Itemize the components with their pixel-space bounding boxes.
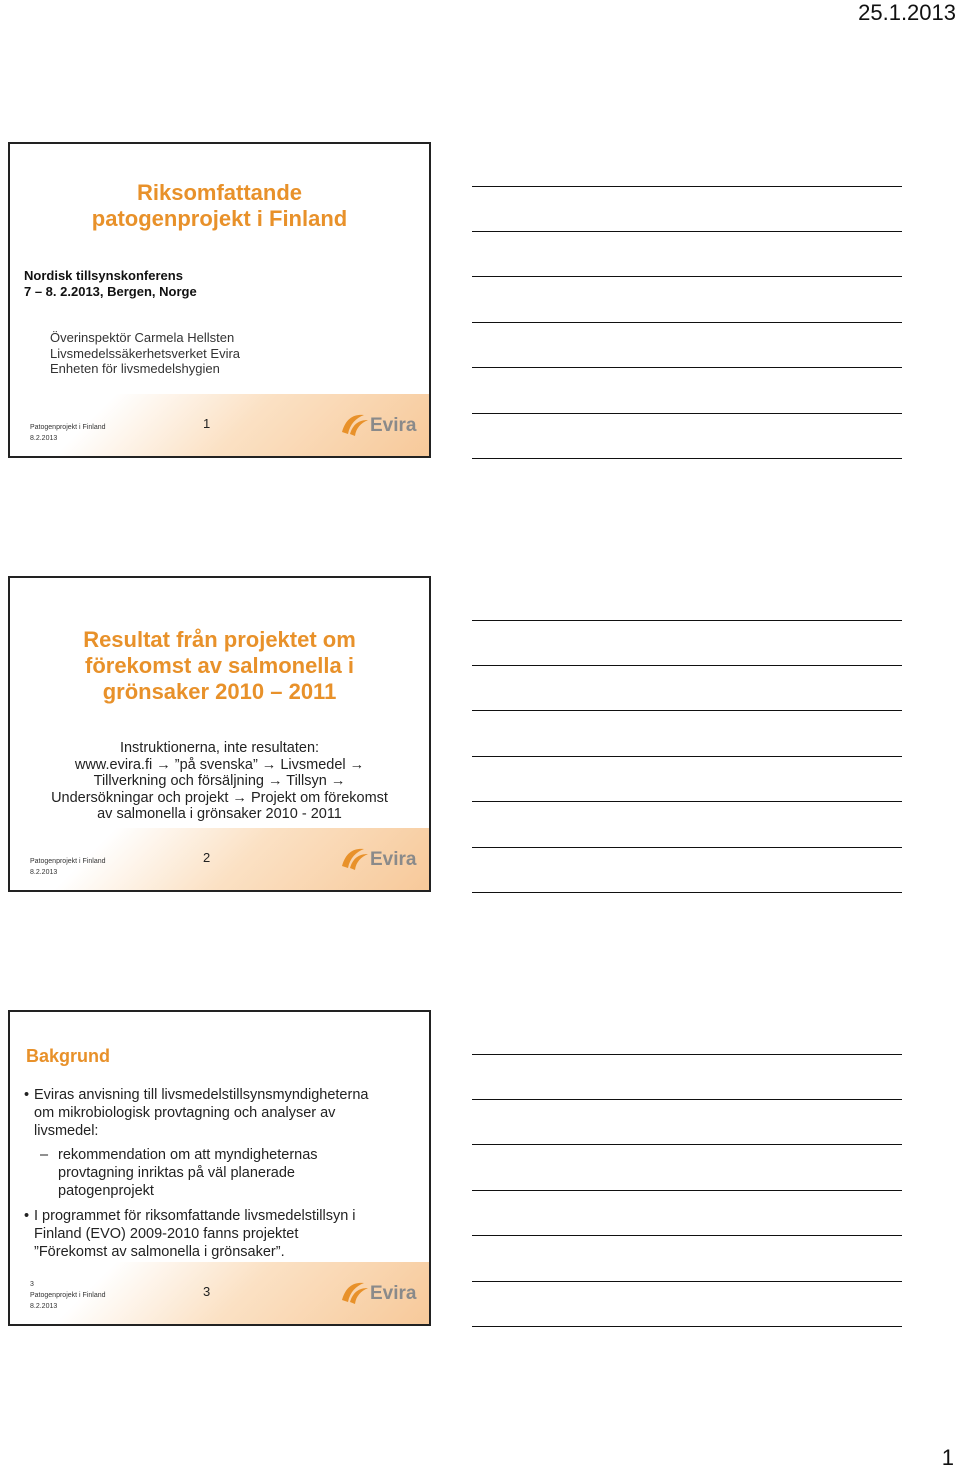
note-line bbox=[472, 1190, 902, 1191]
conference-name: Nordisk tillsynskonferens bbox=[24, 268, 183, 283]
footer-title: Patogenprojekt i Finland bbox=[30, 424, 106, 431]
note-line bbox=[472, 1054, 902, 1055]
slide-number: 1 bbox=[203, 416, 211, 431]
bullet-line: Finland (EVO) 2009-2010 fanns projektet bbox=[34, 1226, 299, 1242]
note-line bbox=[472, 367, 902, 368]
title-line: Resultat från projektet om bbox=[83, 627, 356, 652]
bullet-mark: • bbox=[24, 1087, 30, 1103]
evira-leaf-icon bbox=[340, 846, 370, 872]
slide-title bbox=[10, 627, 429, 705]
sub-bullet-item bbox=[40, 1146, 400, 1200]
note-line bbox=[472, 1281, 902, 1282]
note-line bbox=[472, 322, 902, 323]
slide-title bbox=[10, 180, 429, 232]
footer-date: 8.2.2013 bbox=[30, 869, 58, 876]
bullet-line: rekommendation om att myndigheternas bbox=[58, 1147, 318, 1163]
bullet-item bbox=[24, 1207, 424, 1261]
note-line bbox=[472, 276, 902, 277]
footer-title: Patogenprojekt i Finland bbox=[30, 1292, 106, 1299]
logo-text: Evira bbox=[370, 415, 417, 436]
bullet-line: I programmet för riksomfattande livsmedelstillsyn i bbox=[34, 1208, 356, 1224]
bullet-line: patogenprojekt bbox=[58, 1183, 154, 1199]
page-number: 1 bbox=[941, 1445, 954, 1470]
title-line: grönsaker 2010 – 2011 bbox=[102, 679, 337, 704]
slide-3 bbox=[8, 1010, 431, 1326]
conference-date-place: 7 – 8. 2.2013, Bergen, Norge bbox=[24, 284, 197, 299]
bullet-line: livsmedel: bbox=[34, 1123, 99, 1139]
footer-date: 8.2.2013 bbox=[30, 435, 58, 442]
title-line: Riksomfattande bbox=[136, 180, 303, 205]
slide-footer bbox=[10, 394, 429, 456]
note-line bbox=[472, 231, 902, 232]
slide-footer bbox=[10, 828, 429, 890]
slide-body bbox=[10, 740, 429, 823]
note-line bbox=[472, 1099, 902, 1100]
note-line bbox=[472, 892, 902, 893]
footer-date: 8.2.2013 bbox=[30, 1303, 58, 1310]
note-line bbox=[472, 458, 902, 459]
page-date: 25.1.2013 bbox=[858, 0, 956, 25]
footer-small-number: 3 bbox=[30, 1281, 34, 1288]
evira-leaf-icon bbox=[340, 412, 370, 438]
title-line: patogenprojekt i Finland bbox=[91, 206, 348, 231]
note-line bbox=[472, 801, 902, 802]
note-line bbox=[472, 620, 902, 621]
bullet-line: om mikrobiologisk provtagning och analyser av bbox=[34, 1105, 336, 1121]
slide-title: Bakgrund bbox=[26, 1046, 111, 1066]
slide-footer bbox=[10, 1262, 429, 1324]
note-line bbox=[472, 665, 902, 666]
body-line: av salmonella i grönsaker 2010 - 2011 bbox=[97, 806, 342, 822]
slide-1 bbox=[8, 142, 431, 458]
body-line: Instruktionerna, inte resultaten: bbox=[119, 740, 320, 756]
body-line: Undersökningar och projekt → Projekt om förekomst bbox=[51, 789, 388, 806]
body-line: www.evira.fi → ”på svenska” → Livsmedel → bbox=[74, 756, 365, 773]
bullet-line: provtagning inriktas på väl planerade bbox=[58, 1165, 295, 1181]
note-line bbox=[472, 847, 902, 848]
note-line bbox=[472, 1235, 902, 1236]
bullet-line: Eviras anvisning till livsmedelstillsynsmyndigheterna bbox=[34, 1087, 369, 1103]
evira-logo bbox=[340, 412, 420, 440]
logo-text: Evira bbox=[370, 1283, 417, 1304]
body-line: Tillverkning och försäljning → Tillsyn → bbox=[93, 773, 346, 789]
evira-leaf-icon bbox=[340, 1280, 370, 1306]
note-line bbox=[472, 1326, 902, 1327]
author-unit: Enheten för livsmedelshygien bbox=[50, 361, 220, 376]
author-name: Överinspektör Carmela Hellsten bbox=[50, 330, 235, 345]
author-agency: Livsmedelssäkerhetsverket Evira bbox=[50, 345, 241, 361]
bullet-line: ”Förekomst av salmonella i grönsaker”. bbox=[34, 1244, 285, 1260]
author-info bbox=[50, 330, 240, 377]
bullet-mark: • bbox=[24, 1208, 30, 1224]
evira-logo bbox=[340, 846, 420, 874]
note-line bbox=[472, 1144, 902, 1145]
evira-logo bbox=[340, 1280, 420, 1308]
logo-text: Evira bbox=[370, 849, 417, 870]
bullet-item bbox=[24, 1086, 424, 1140]
slide-2 bbox=[8, 576, 431, 892]
title-line: förekomst av salmonella i bbox=[85, 653, 354, 678]
note-line bbox=[472, 710, 902, 711]
footer-title: Patogenprojekt i Finland bbox=[30, 858, 106, 865]
dash-mark: – bbox=[40, 1147, 49, 1163]
slide-number: 2 bbox=[203, 850, 211, 865]
note-line bbox=[472, 756, 902, 757]
slide-number: 3 bbox=[203, 1284, 211, 1299]
note-line bbox=[472, 413, 902, 414]
note-line bbox=[472, 186, 902, 187]
conference-info bbox=[24, 268, 197, 300]
